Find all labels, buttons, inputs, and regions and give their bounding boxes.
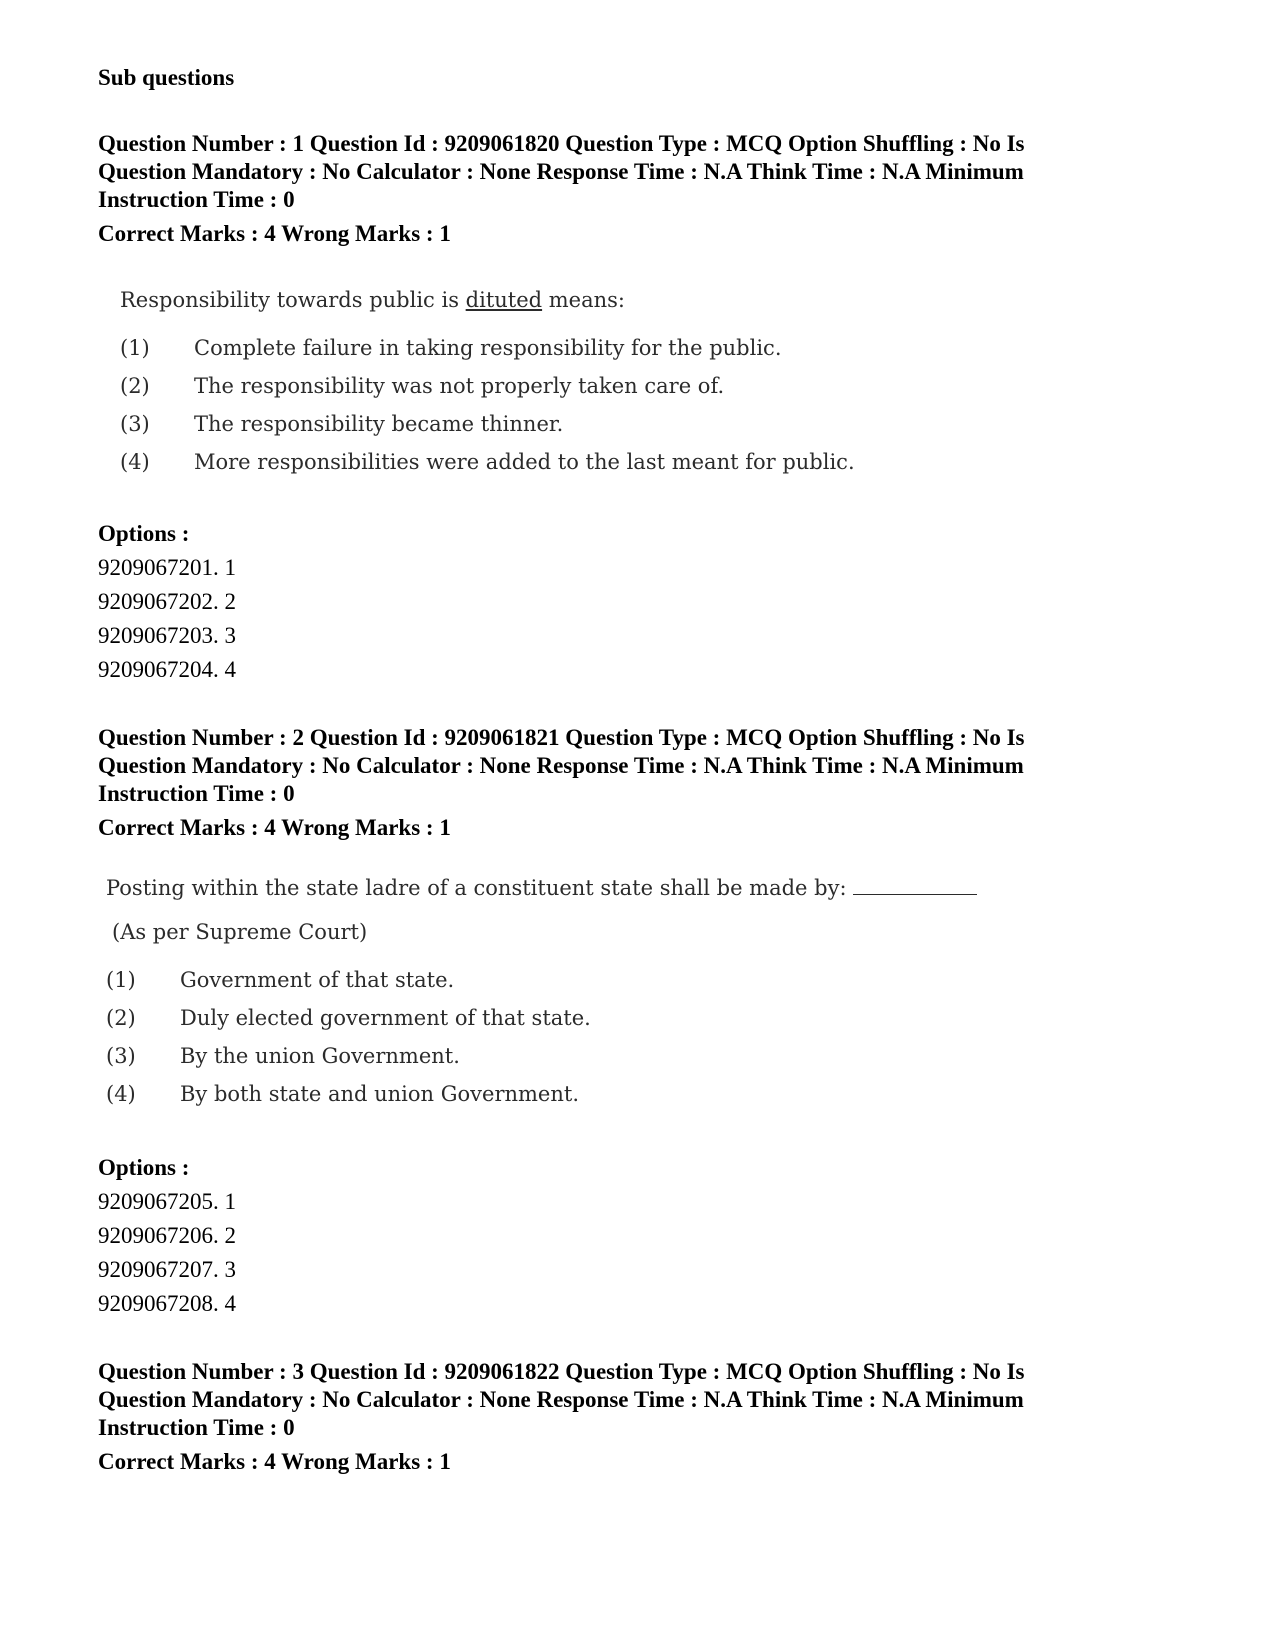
choice-text: By both state and union Government. [180,1082,579,1106]
choice-number: (3) [106,1044,136,1068]
question-2-options [98,1154,1188,1318]
option-item: 9209067206. 2 [98,1223,236,1248]
question-1-header-line-1: Question Number : 1 Question Id : 9209061820 Question Type : MCQ Option Shuffling : No Is [98,131,1025,156]
choice-text: The responsibility was not properly taken care of. [194,374,725,398]
question-2-note: (As per Supreme Court) [112,920,368,944]
question-1-header-line-2: Question Mandatory : No Calculator : None Response Time : N.A Think Time : N.A Minimum [98,159,1024,184]
choice-number: (4) [106,1082,136,1106]
choice-text: Government of that state. [180,968,455,992]
question-block-2 [98,724,1188,1318]
question-2-stem-text: Posting within the state ladre of a constituent state shall be made by: [106,876,847,900]
option-item: 9209067208. 4 [98,1291,236,1316]
question-block-1 [98,130,1188,684]
document-page [98,64,1188,1476]
question-3-header-line-1: Question Number : 3 Question Id : 9209061822 Question Type : MCQ Option Shuffling : No Is [98,1359,1025,1384]
question-1-stem [120,286,1188,314]
question-1-marks: Correct Marks : 4 Wrong Marks : 1 [98,221,451,246]
question-2-choice-4 [106,1080,1188,1108]
option-item: 9209067204. 4 [98,657,236,682]
question-1-options [98,520,1188,684]
question-3-header-line-3: Instruction Time : 0 [98,1415,295,1440]
option-item: 9209067203. 3 [98,623,236,648]
question-1-body [120,286,1188,476]
question-3-marks: Correct Marks : 4 Wrong Marks : 1 [98,1449,451,1474]
question-block-3 [98,1358,1188,1476]
choice-number: (3) [120,412,150,436]
question-3-header [98,1358,1188,1442]
question-1-choice-3 [120,410,1188,438]
choice-text: Duly elected government of that state. [180,1006,591,1030]
choice-text: More responsibilities were added to the last meant for public. [194,450,855,474]
question-1-choice-1 [120,334,1188,362]
choice-text: The responsibility became thinner. [194,412,564,436]
options-label: Options : [98,1155,190,1180]
question-2-header [98,724,1188,808]
question-2-choice-1 [106,966,1188,994]
option-item: 9209067201. 1 [98,555,236,580]
question-2-choice-3 [106,1042,1188,1070]
question-2-stem [106,874,1188,902]
question-1-header [98,130,1188,214]
choice-number: (4) [120,450,150,474]
question-1-header-line-3: Instruction Time : 0 [98,187,295,212]
option-item: 9209067202. 2 [98,589,236,614]
choice-text: By the union Government. [180,1044,460,1068]
choice-number: (2) [106,1006,136,1030]
question-1-choice-2 [120,372,1188,400]
question-1-stem-after: means: [542,288,626,312]
question-2-header-line-2: Question Mandatory : No Calculator : None Response Time : N.A Think Time : N.A Minimum [98,753,1024,778]
choice-text: Complete failure in taking responsibility for the public. [194,336,782,360]
choice-number: (1) [120,336,150,360]
question-1-stem-before: Responsibility towards public is [120,288,466,312]
question-2-header-line-3: Instruction Time : 0 [98,781,295,806]
option-item: 9209067207. 3 [98,1257,236,1282]
answer-blank [853,876,977,895]
choice-number: (1) [106,968,136,992]
question-1-choice-4 [120,448,1188,476]
section-title: Sub questions [98,65,235,90]
question-3-header-line-2: Question Mandatory : No Calculator : None Response Time : N.A Think Time : N.A Minimum [98,1387,1024,1412]
question-2-header-line-1: Question Number : 2 Question Id : 9209061821 Question Type : MCQ Option Shuffling : No Is [98,725,1025,750]
option-item: 9209067205. 1 [98,1189,236,1214]
question-2-choice-2 [106,1004,1188,1032]
choice-number: (2) [120,374,150,398]
question-2-body [106,874,1188,1108]
question-1-stem-underlined-word: dituted [465,288,543,312]
options-label: Options : [98,521,190,546]
question-2-marks: Correct Marks : 4 Wrong Marks : 1 [98,815,451,840]
